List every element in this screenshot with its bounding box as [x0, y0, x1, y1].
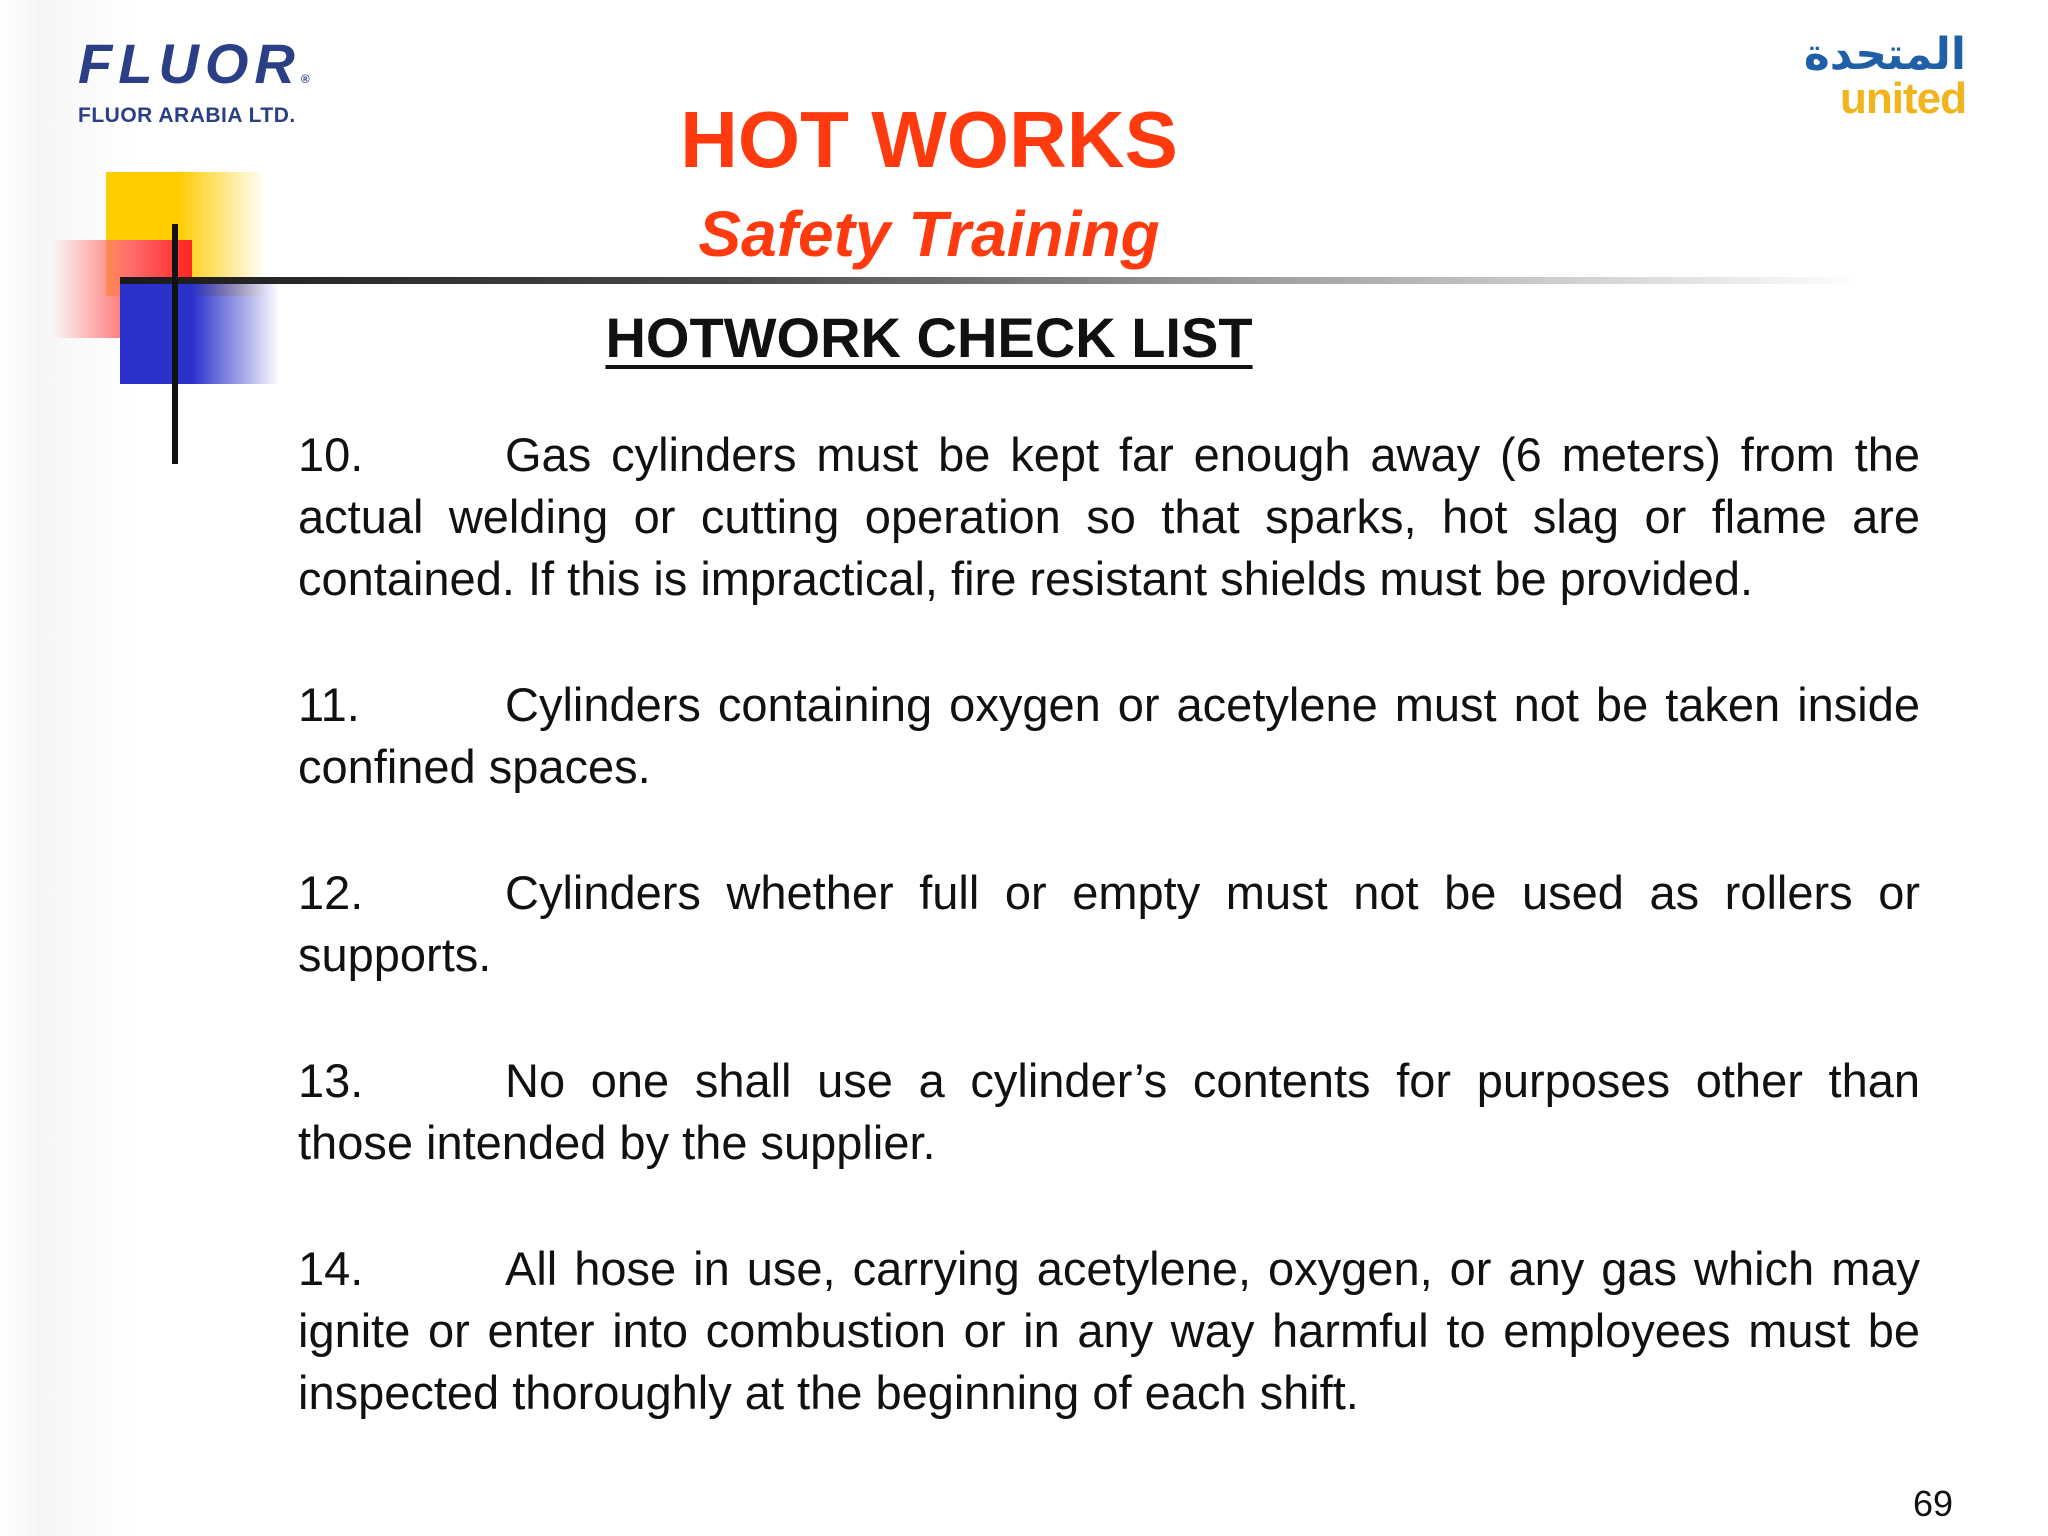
slide-title: HOT WORKS	[680, 95, 1178, 184]
slide-subtitle: Safety Training	[698, 198, 1160, 270]
item-number: 13.	[298, 1054, 364, 1107]
checklist-item	[298, 1238, 1920, 1424]
checklist-item	[298, 1050, 1920, 1174]
checklist-item	[298, 424, 1920, 610]
united-logo-arabic: المتحدة	[1803, 29, 1966, 80]
item-number: 10.	[298, 428, 364, 481]
checklist-item	[298, 862, 1920, 986]
item-text: Gas cylinders must be kept far enough away (6 meters) from the actual welding or cutting operation so that sparks, hot slag or flame are contained. If this is impractical, fire resistant shields must be provided.	[298, 428, 1920, 605]
item-number: 14.	[298, 1242, 364, 1295]
registered-mark: ®	[300, 72, 310, 86]
fluor-logo-name: FLUOR	[78, 32, 301, 95]
decorative-horizontal-rule	[120, 277, 1860, 284]
checklist-heading: HOTWORK CHECK LIST	[605, 306, 1253, 369]
united-logo-latin: united	[1840, 74, 1966, 124]
checklist-items	[298, 424, 1920, 1488]
item-text: Cylinders whether full or empty must not be used as rollers or supports.	[298, 866, 1920, 981]
item-text: No one shall use a cylinder’s contents for purposes other than those intended by the supplier.	[298, 1054, 1920, 1169]
checklist-item	[298, 674, 1920, 798]
item-text: All hose in use, carrying acetylene, oxygen, or any gas which may ignite or enter into combustion or in any way harmful to employees must be inspected thoroughly at the beginning of each shift.	[298, 1242, 1920, 1419]
fluor-logo-subtitle: FLUOR ARABIA LTD.	[78, 104, 296, 127]
item-number: 12.	[298, 866, 364, 919]
fluor-logo-wordmark	[78, 32, 310, 95]
page-number: 69	[1912, 1483, 1953, 1524]
item-text: Cylinders containing oxygen or acetylene must not be taken inside confined spaces.	[298, 678, 1920, 793]
item-number: 11.	[298, 678, 360, 731]
